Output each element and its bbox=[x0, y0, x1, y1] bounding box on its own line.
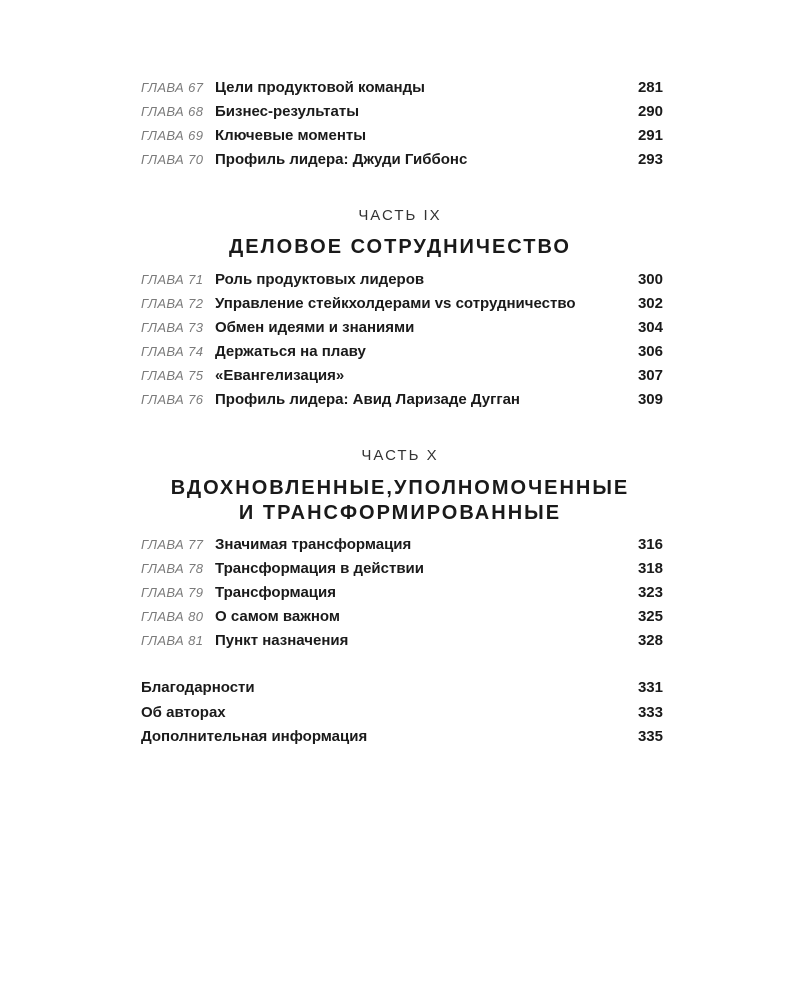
page-number: 291 bbox=[637, 127, 663, 144]
chapter-label: ГЛАВА 68 bbox=[141, 104, 204, 119]
toc-entry bbox=[141, 100, 663, 124]
chapter-title: Держаться на плаву bbox=[215, 343, 366, 360]
chapter-label: ГЛАВА 75 bbox=[141, 368, 204, 383]
toc-entry bbox=[141, 76, 663, 100]
chapter-title: Профиль лидера: Авид Ларизаде Дугган bbox=[215, 391, 520, 408]
page-number: 331 bbox=[637, 679, 663, 696]
chapter-label: ГЛАВА 76 bbox=[141, 392, 204, 407]
toc-entry bbox=[141, 557, 663, 581]
toc-entry bbox=[141, 701, 663, 725]
toc-entry bbox=[141, 581, 663, 605]
chapter-title: Управление стейкхолдерами vs сотрудничество bbox=[215, 295, 576, 312]
chapter-title: О самом важном bbox=[215, 608, 340, 625]
chapter-title: Ключевые моменты bbox=[215, 127, 367, 144]
chapter-label: ГЛАВА 69 bbox=[141, 128, 204, 143]
toc-entry bbox=[141, 676, 663, 700]
backmatter-title: Благодарности bbox=[141, 679, 255, 696]
page-number: 328 bbox=[637, 632, 663, 649]
page-number: 307 bbox=[637, 367, 663, 384]
chapter-title: Бизнес-результаты bbox=[215, 103, 360, 120]
toc-entry bbox=[141, 533, 663, 557]
chapter-title: Профиль лидера: Джуди Гиббонс bbox=[215, 151, 468, 168]
page-number: 306 bbox=[637, 343, 663, 360]
chapter-title: Пункт назначения bbox=[215, 632, 349, 649]
page-number: 335 bbox=[637, 728, 663, 745]
page-number: 281 bbox=[637, 79, 663, 96]
toc-entry bbox=[141, 292, 663, 316]
chapter-title: Роль продуктовых лидеров bbox=[215, 271, 425, 288]
toc-entry bbox=[141, 124, 663, 148]
page-number: 333 bbox=[637, 704, 663, 721]
page-number: 293 bbox=[637, 151, 663, 168]
page-number: 318 bbox=[637, 560, 663, 577]
part-label: ЧАСТЬ X bbox=[361, 447, 439, 464]
toc-entry bbox=[141, 364, 663, 388]
part-title-line-2: И ТРАНСФОРМИРОВАННЫЕ bbox=[238, 502, 562, 524]
chapter-label: ГЛАВА 78 bbox=[141, 561, 204, 576]
part-label: ЧАСТЬ IX bbox=[358, 207, 442, 224]
chapter-label: ГЛАВА 71 bbox=[141, 272, 204, 287]
toc-entry bbox=[141, 316, 663, 340]
toc-entry bbox=[141, 148, 663, 172]
chapter-title: Трансформация bbox=[215, 584, 336, 601]
chapter-label: ГЛАВА 72 bbox=[141, 296, 204, 311]
part-title: ДЕЛОВОЕ СОТРУДНИЧЕСТВО bbox=[229, 236, 571, 258]
toc-entry bbox=[141, 388, 663, 412]
chapter-title: Обмен идеями и знаниями bbox=[215, 319, 415, 336]
chapter-title: Цели продуктовой команды bbox=[215, 79, 425, 96]
page-number: 325 bbox=[637, 608, 663, 625]
page-number: 323 bbox=[637, 584, 663, 601]
toc-entry bbox=[141, 340, 663, 364]
chapter-label: ГЛАВА 70 bbox=[141, 152, 204, 167]
chapter-label: ГЛАВА 79 bbox=[141, 585, 204, 600]
backmatter-title: Дополнительная информация bbox=[141, 728, 368, 745]
part-title-line-1: ВДОХНОВЛЕННЫЕ,УПОЛНОМОЧЕННЫЕ bbox=[170, 477, 630, 499]
page-number: 309 bbox=[637, 391, 663, 408]
chapter-label: ГЛАВА 74 bbox=[141, 344, 204, 359]
chapter-title: Значимая трансформация bbox=[215, 536, 412, 553]
page-number: 316 bbox=[637, 536, 663, 553]
page-number: 290 bbox=[637, 103, 663, 120]
page-number: 304 bbox=[637, 319, 663, 336]
chapter-label: ГЛАВА 80 bbox=[141, 609, 204, 624]
toc-entry bbox=[141, 725, 663, 749]
chapter-label: ГЛАВА 67 bbox=[141, 80, 204, 95]
chapter-label: ГЛАВА 81 bbox=[141, 633, 204, 648]
page-number: 300 bbox=[637, 271, 663, 288]
chapter-title: «Евангелизация» bbox=[215, 367, 345, 384]
chapter-label: ГЛАВА 73 bbox=[141, 320, 204, 335]
chapter-label: ГЛАВА 77 bbox=[141, 537, 204, 552]
page-number: 302 bbox=[637, 295, 663, 312]
backmatter-title: Об авторах bbox=[141, 704, 226, 721]
toc-entry bbox=[141, 629, 663, 653]
chapter-title: Трансформация в действии bbox=[215, 560, 424, 577]
toc-entry bbox=[141, 268, 663, 292]
toc-entry bbox=[141, 605, 663, 629]
